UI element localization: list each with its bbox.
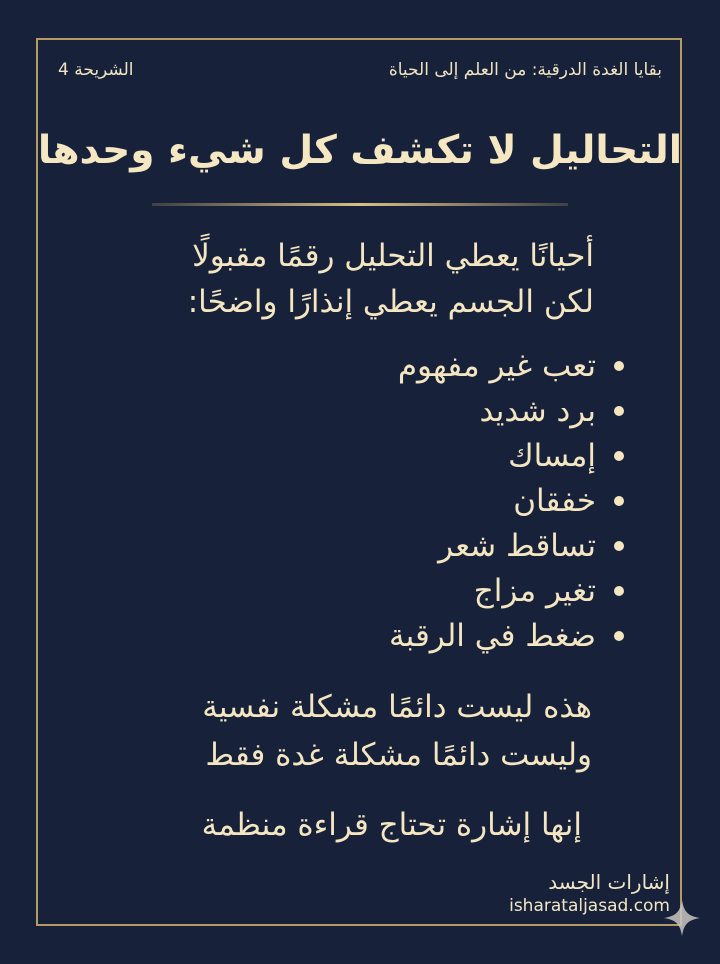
sparkle-icon xyxy=(662,898,702,938)
list-item xyxy=(124,523,624,568)
title-divider xyxy=(152,203,568,206)
intro-line-2: لكن الجسم يعطي إنذارًا واضحًا: xyxy=(187,284,594,320)
symptom-label: خفقان xyxy=(513,482,596,519)
conclusion-line-2: وليست دائمًا مشكلة غدة فقط xyxy=(205,737,592,773)
bullet-icon xyxy=(614,541,624,551)
bullet-icon xyxy=(614,406,624,416)
list-item xyxy=(124,613,624,658)
symptom-label: ضغط في الرقبة xyxy=(388,617,596,654)
bullet-icon xyxy=(614,496,624,506)
list-item xyxy=(124,478,624,523)
slide-number: الشريحة 4 xyxy=(58,60,134,80)
list-item xyxy=(124,568,624,613)
symptom-label: تعب غير مفهوم xyxy=(397,347,596,384)
symptom-label: إمساك xyxy=(508,437,596,474)
symptom-list xyxy=(124,343,624,658)
symptom-label: تساقط شعر xyxy=(438,527,596,564)
brand-url[interactable]: isharataljasad.com xyxy=(509,896,670,916)
page-title: التحاليل لا تكشف كل شيء وحدها xyxy=(37,128,683,173)
list-item xyxy=(124,433,624,478)
final-statement: إنها إشارة تحتاج قراءة منظمة xyxy=(201,807,582,843)
conclusion-text xyxy=(72,683,592,779)
bullet-icon xyxy=(614,586,624,596)
list-item xyxy=(124,343,624,388)
bullet-icon xyxy=(614,631,624,641)
symptom-label: تغير مزاج xyxy=(473,572,596,609)
series-title: بقايا الغدة الدرقية: من العلم إلى الحياة xyxy=(388,60,662,80)
intro-line-1: أحيانًا يعطي التحليل رقمًا مقبولًا xyxy=(192,238,594,274)
list-item xyxy=(124,388,624,433)
conclusion-line-1: هذه ليست دائمًا مشكلة نفسية xyxy=(202,689,592,725)
brand-name: إشارات الجسد xyxy=(548,870,670,894)
bullet-icon xyxy=(614,451,624,461)
bullet-icon xyxy=(614,361,624,371)
intro-text xyxy=(34,233,594,325)
symptom-label: برد شديد xyxy=(479,392,596,429)
